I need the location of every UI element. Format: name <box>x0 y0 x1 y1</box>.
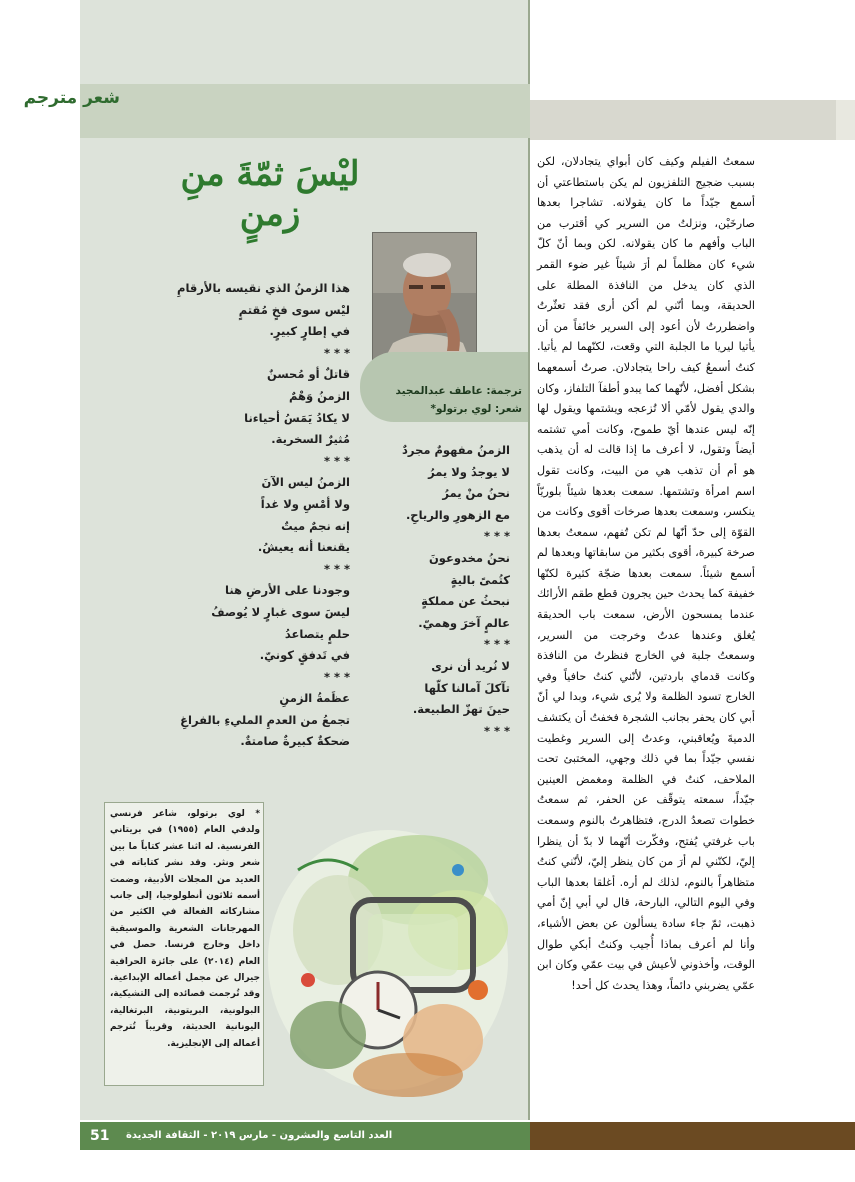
stanza-separator: * * * <box>483 723 510 738</box>
poem-line: قاتلٌ أو مُحسنٌ <box>267 367 350 382</box>
column-divider <box>528 0 530 1120</box>
poem-line: مُثيرٌ السخرية. <box>271 432 350 447</box>
poem-line: تآكلَ آمالنا كلّها <box>424 680 510 695</box>
section-band-right <box>530 100 855 140</box>
poem-line: نحنُ منْ يمرُ <box>442 486 510 501</box>
translator-credit: ترجمة: عاطف عبدالمجيد <box>395 385 522 397</box>
section-label: شعر مترجم <box>23 88 120 108</box>
poem-line: الزمنُ وَهْمٌ <box>288 388 350 403</box>
poem-line: هذا الزمنُ الذي نقيسه بالأرقامِ <box>177 281 350 295</box>
stanza-separator: * * * <box>483 637 510 652</box>
poem-line: الزمنُ ليس الآنَ <box>261 475 350 490</box>
poem-column-left <box>110 278 350 753</box>
footer-bar-brown <box>530 1122 855 1150</box>
poem-line: عالمٍ آخرَ وهميّ. <box>418 615 510 630</box>
poem-line: مع الزهورِ والرياحِ. <box>405 507 510 522</box>
poem-line: إنه نجمٌ ميتٌ <box>281 518 350 533</box>
poem-line: ليسَ سوى غبارٍ لا يُوصفُ <box>211 604 350 619</box>
poem-line: وجودنا على الأرضِ هنا <box>225 583 350 598</box>
poem-line: في إطارٍ كبيرٍ. <box>269 324 350 339</box>
poem-line: ليْس سوى فخٍ مُقتمٍ <box>238 302 350 317</box>
author-credit: شعر: لوي برتولو* <box>430 403 522 415</box>
poem-line: ولا أمْسِ ولا غداً <box>260 496 350 511</box>
poem-line: لا نُريد أن نرى <box>431 658 510 673</box>
photo-caption <box>372 382 522 418</box>
poem-line: كتُمىً باليةٍ <box>450 572 510 587</box>
poem-line: حلمٍ يتصاعدُ <box>284 626 350 641</box>
watercolor-illustration <box>268 810 524 1110</box>
stanza-separator: * * * <box>323 561 350 576</box>
page-number: 51 <box>90 1128 110 1144</box>
poem-line: ضحكةٌ كبيرةٌ صامتةٌ. <box>240 734 350 749</box>
story-text: سمعتُ الفيلم وكيف كان أبواي يتجادلان، لكن بسبب ضجيج التلفزيون لم يكن باستطاعتي أن أسمع جيّداً ما كان يقولانه. تشاجرا بعدها صارخَيْن، ونزلتُ من السرير كي أقترب من الباب وأفهم ما كان يقولانه. لكن وبما أنّ كلّ شيء كان مظلماً لم أرَ شيئاً غير ضوء القمر الذي كان يدخل من النافذة المطلة على الحديقة، وبما أنّني لم أكن أرى فقد تعثّرتُ واضطررتُ لأن أعود إلى السرير خائفاً من أن يأتيا ليريا ما الجلبة التي وقعت، لكنّهما لم يأتيا. كنتُ أسمعُ كيف راحا يتجادلان. صرتُ أسمعهما بشكل أفضل، لأنّهما كما يبدو أطفآ التلفاز، وكان والدي يقول لأمّي ألا تُزعجه ويشتمها ويقول لها إنّه ليس عندها أيّ طموح، وكانت أمي تشتمه أيضاً وتقول، لا أعرف ما إذا قالت له أن يذهب هو أم أن تذهب هي من البيت، وكانت تقول اسم امرأة وتشتمها. سمعت بعدها شيئاً بلوريّاً ينكسر، وسمعت بعدها صرخات أقوى وكانت من القوّة إلى حدّ أنّها لم تكن تُفهم، سمعتُ بعدها صرخة كبيرة، أقوى بكثير من سابقاتها وبعدها لم أسمع شيئاً. سمعت بعدها ضجّة كثيرة لكنّها خفيفة كما يحدث حين يجرون قطع طقم الأرائك عندما يمسحون الأرض، سمعت باب الحديقة يُغلق وعندها عدتُ وخرجت من السرير، وسمعتُ جلبة في الخارج فنظرتُ من النافذة وكانت قدماي باردتين، لأنّني كنتُ حافياً وفي الخارج تسود الظلمة ولا يُرى شيء، وبدا لي أنّ أبي كان يحفر بجانب الشجرة فخفتُ أن يكتشف الدميةَ ويُعاقبني، وعدتُ إلى السرير وغطيت نفسي جيّداً بما في ذلك وجهي، المختبئ تحت الملاحف، كنتُ في الظلمة ومغمض العينين جيّداً، سمعته يتوقّف عن الحفر، ثم سمعتُ خطوات تصعدُ الدرج، فتظاهرتُ بالنوم وسمعت باب غرفتي يُفتح، وفكّرت أنّهما لا بدّ أن ينظرا إليّ، لكنّني لم أرَ من كان ينظر إليّ، لأنّني كنتُ متظاهراً بالنوم، لذلك لم أره. أغلقا بعدها الباب وفي اليوم التالي، البارحة، قال لي أبي إنّ أمي ذهبت، ثمّ جاء سادة يسألون عن بعض الأشياء، وأنا لم أعرف بماذا أُجيب وكنتُ أبكي طوال الوقت، وأخذوني لأعيش في بيت عمّي وكان ابن عمّي يضربني دائماً، وهذا يحدث كل أحد! <box>537 155 755 992</box>
poem-line: الزمنُ مفهومٌ مجردٌ <box>402 443 510 457</box>
poem-line: لا يوجدُ ولا يمرُ <box>428 464 510 479</box>
stanza-separator: * * * <box>483 529 510 544</box>
author-bio: * لوي برتولو، شاعر فرنسي ولدفي العام (١٩٥٥) في بريتاني الفرنسية. له اثنا عشر كتاباً ما بين شعر ونثر. وقد نشر كتاباته في العديد من المجلات الأدبية، وضمت أسمه ثلاثون أنطولوجيا، إلى جانب مشاركاته الفعالة في الكثير من المهرجانات الشعرية والموسيقية داخل وخارج فرنسا. حصل في العام (٢٠١٤) على جائزة الحرافية جيرال عن مجمل أعماله الإبداعية. وقد تُرجمت قصائده إلى التشيكية، البولونية، البريتونية، البرتغالية، اليونانية الحديثة، وقريباً تُترجم أعماله إلى الإنجليزية. <box>110 809 260 1049</box>
stanza-separator: * * * <box>323 669 350 684</box>
poem-line: نحنُ مخدوعونَ <box>428 550 510 565</box>
stanza-separator: * * * <box>323 345 350 360</box>
stanza-separator: * * * <box>323 453 350 468</box>
poem-line: لا يكادُ يَمَسُ أحياءنا <box>244 410 350 425</box>
poem-line: يقنعنا أنه يعيشُ. <box>257 540 350 555</box>
poem-line: تجمعُ من العدمِ المليءِ بالفراغِ <box>180 712 350 727</box>
poem-line: عظَمةُ الزمنِ <box>279 691 350 706</box>
poem-line: نبحثُ عن مملكةٍ <box>421 594 510 609</box>
poem-title: ليْسَ ثمّةَ منِ زمنٍ <box>180 154 360 234</box>
issue-info: العدد التاسع والعشرون - مارس ٢٠١٩ - الثقافة الجديدة <box>126 1130 393 1141</box>
poem-line: في تَدفقٍ كونيّ. <box>259 648 350 663</box>
poem-line: حينَ تهزّ الطبيعة. <box>412 702 510 717</box>
section-band-tip <box>836 100 855 140</box>
section-band <box>80 84 530 138</box>
